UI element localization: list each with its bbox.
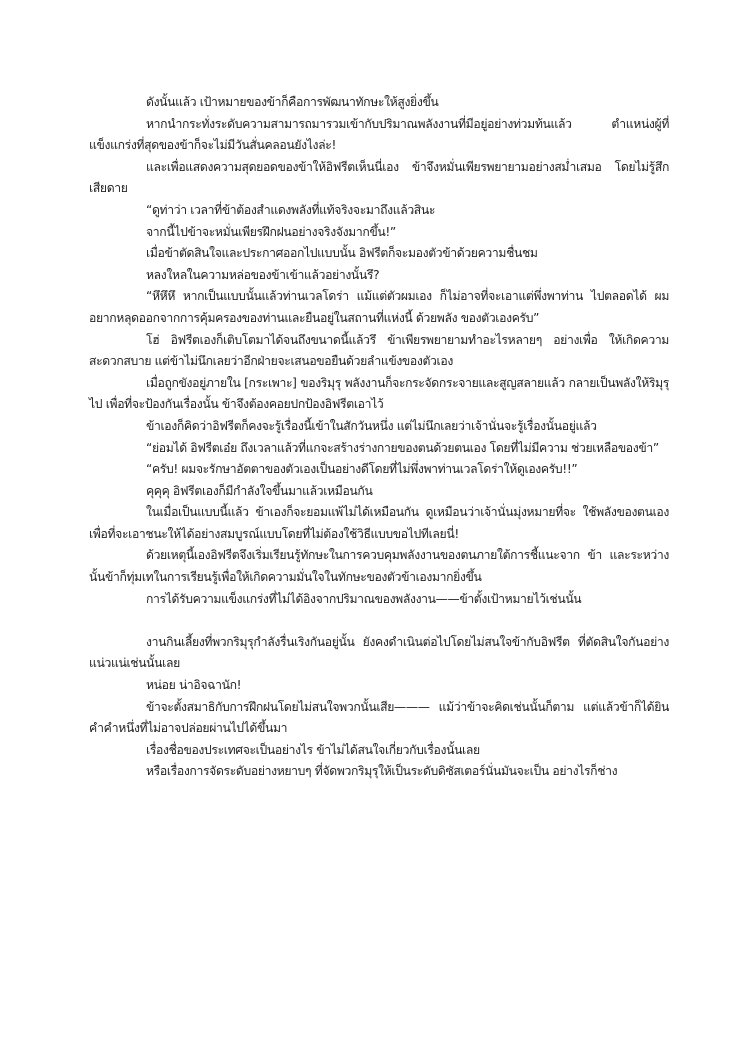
paragraph: งานกินเลี้ยงที่พวกริมุรุกำลังรื่นเริงกันอยู่นั้น ยังคงดำเนินต่อไปโดยไม่สนใจข้ากับอิฟรีต ที่ตัดสินใจกันอย่างแน่วแน่เช่นนั้นเลย: [89, 634, 669, 671]
paragraph: เมื่อถูกขังอยู่ภายใน [กระเพาะ] ของริมุรุ พลังงานก็จะกระจัดกระจายและสูญสลายแล้ว กลายเป็นพลังให้ริมุรุไป เพื่อที่จะป้องกันเรื่องนั้น ข้าจึงต้องคอยปกป้องอิฟรีตเอาไว้: [89, 375, 669, 412]
dialogue-line: “ย่อมได้ อิฟรีตเอ๋ย ถึงเวลาแล้วที่แกจะสร้างร่างกายของตนด้วยตนเอง โดยที่ไม่มีความ ช่วยเหลือของข้า”: [146, 440, 659, 455]
document-body: [89, 92, 669, 783]
paragraph: เรื่องชื่อของประเทศจะเป็นอย่างไร ข้าไม่ได้สนใจเกี่ยวกับเรื่องนั้นเลย: [146, 742, 480, 757]
paragraph: โฮ่ อิฟรีตเองก็เติบโตมาได้จนถึงขนาดนี้แล้วรึ ข้าเพียรพยายามทำอะไรหลายๆ อย่างเพื่อ ให้เกิดความสะดวกสบาย แต่ข้าไม่นึกเลยว่าอีกฝ่ายจะเสนอขอยืนด้วยลำแข้งของตัวเอง: [89, 332, 669, 369]
dialogue-line: “ครับ! ผมจะรักษาอัตตาของตัวเองเป็นอย่างดีโดยที่ไม่พึ่งพาท่านเวลโดร่าให้ดูเองครับ!!”: [146, 462, 578, 477]
paragraph: หลงใหลในความหล่อของข้าเข้าแล้วอย่างนั้นรึ?: [146, 267, 380, 282]
paragraph: หากนำกระทั่งระดับความสามารถมารวมเข้ากับปริมาณพลังงานที่มีอยู่อย่างท่วมท้นแล้ว ตำแหน่งผู้ที่แข็งแกร่งที่สุดของข้าก็จะไม่มีวันสั่นคลอนยังไงล่ะ!: [89, 116, 669, 153]
paragraph: ดังนั้นแล้ว เป้าหมายของข้าก็คือการพัฒนาทักษะให้สูงยิ่งขึ้น: [146, 95, 439, 109]
section-break: [89, 610, 669, 632]
paragraph: ในเมื่อเป็นแบบนี้แล้ว ข้าเองก็จะยอมแพ้ไม่ได้เหมือนกัน ดูเหมือนว่าเจ้านั่นมุ่งหมายที่จะ ใช้พลังของตนเองเพื่อที่จะเอาชนะให้ได้อย่างสมบูรณ์แบบโดยที่ไม่ต้องใช้วิธีแบบขอไปทีเลยนี่!: [89, 505, 669, 541]
paragraph: และเพื่อแสดงความสุดยอดของข้าให้อิฟรีตเห็นนี่เอง ข้าจึงหมั่นเพียรพยายามอย่างสม่ำเสมอ โดยไม่รู้สึกเสียดาย: [89, 159, 669, 196]
paragraph: ด้วยเหตุนี้เองอิฟรีตจึงเริ่มเรียนรู้ทักษะในการควบคุมพลังงานของตนภายใต้การชี้แนะจาก ข้า และระหว่างนั้นข้าก็ทุ่มเทในการเรียนรู้เพื่อให้เกิดความมั่นใจในทักษะของตัวข้าเองมากยิ่งขึ้น: [89, 548, 669, 585]
paragraph: หรือเรื่องการจัดระดับอย่างหยาบๆ ที่จัดพวกริมุรุให้เป็นระดับดิซัสเตอร์นั่นมันจะเป็น อย่างไรก็ช่าง: [146, 764, 618, 779]
paragraph: การได้รับความแข็งแกร่งที่ไม่ได้อิงจากปริมาณของพลังงาน——ข้าตั้งเป้าหมายไว้เช่นนั้น: [146, 591, 582, 606]
dialogue-line: “ดูท่าว่า เวลาที่ข้าต้องสำแดงพลังที่แท้จริงจะมาถึงแล้วสินะ: [146, 202, 436, 217]
dialogue-line: จากนี้ไปข้าจะหมั่นเพียรฝึกฝนอย่างจริงจังมากขึ้น!”: [146, 224, 396, 239]
paragraph: ข้าเองก็คิดว่าอิฟรีตก็คงจะรู้เรื่องนี้เข้าในสักวันหนึ่ง แต่ไม่นึกเลยว่าเจ้านั่นจะรู้เรื่องนั้นอยู่แล้ว: [146, 418, 597, 433]
dialogue-line: “หึหึหึ หากเป็นแบบนั้นแล้วท่านเวลโดร่า แม้แต่ตัวผมเอง ก็ไม่อาจที่จะเอาแต่พึ่งพาท่าน ไปตลอดได้ ผมอยากหลุดออกจากการคุ้มครองของท่านและยืนอยู่ในสถานที่แห่งนี้ ด้วยพลัง ของตัวเองครับ”: [89, 289, 669, 325]
paragraph: หน่อย น่าอิจฉานัก!: [146, 678, 242, 693]
paragraph: ข้าจะตั้งสมาธิกับการฝึกฝนโดยไม่สนใจพวกนั้นเสีย——— แม้ว่าข้าจะคิดเช่นนั้นก็ตาม แต่แล้วข้าก็ได้ยินคำคำหนึ่งที่ไม่อาจปล่อยผ่านไปได้ขึ้นมา: [89, 699, 669, 736]
paragraph: เมื่อข้าตัดสินใจและประกาศออกไปแบบนั้น อิฟรีตก็จะมองตัวข้าด้วยความชื่นชม: [146, 246, 538, 261]
paragraph: คุคุคุ อิฟรีตเองก็มีกำลังใจขึ้นมาแล้วเหมือนกัน: [146, 483, 373, 498]
